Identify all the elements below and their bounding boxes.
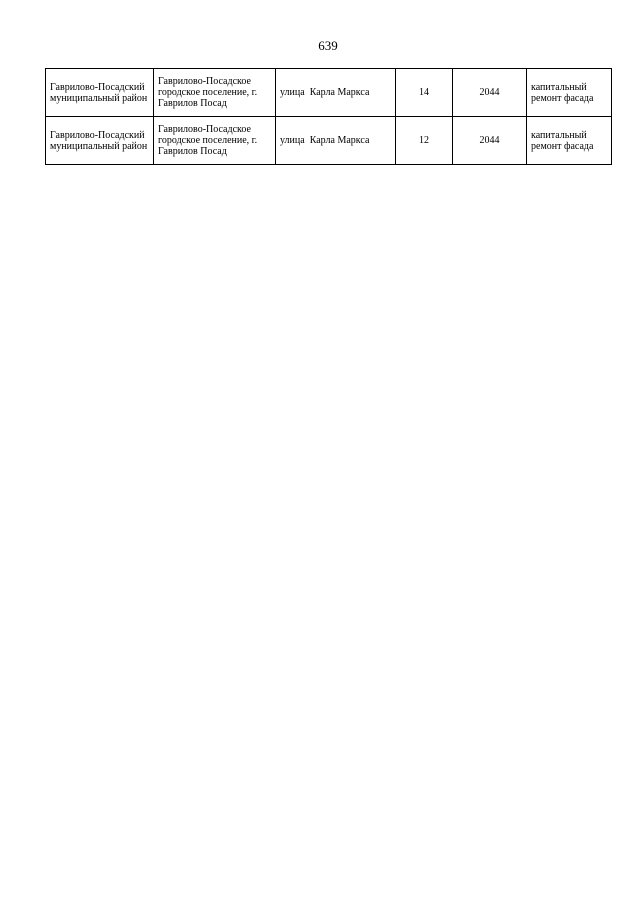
work-type-cell: капитальный ремонт фасада [527, 117, 612, 165]
street-cell: улица Карла Маркса [276, 69, 396, 117]
table-row [46, 69, 612, 117]
year-cell: 2044 [453, 117, 527, 165]
page-number: 639 [318, 38, 338, 53]
street-cell: улица Карла Маркса [276, 117, 396, 165]
settlement-cell: Гаврилово-Посадское городское поселение, г. Гаврилов Посад [154, 117, 276, 165]
district-cell: Гаврилово-Посадский муниципальный район [46, 117, 154, 165]
settlement-cell: Гаврилово-Посадское городское поселение, г. Гаврилов Посад [154, 69, 276, 117]
house-number-cell: 14 [396, 69, 453, 117]
table-row [46, 117, 612, 165]
house-number-cell: 12 [396, 117, 453, 165]
year-cell: 2044 [453, 69, 527, 117]
repair-schedule-table [45, 68, 612, 165]
district-cell: Гаврилово-Посадский муниципальный район [46, 69, 154, 117]
work-type-cell: капитальный ремонт фасада [527, 69, 612, 117]
